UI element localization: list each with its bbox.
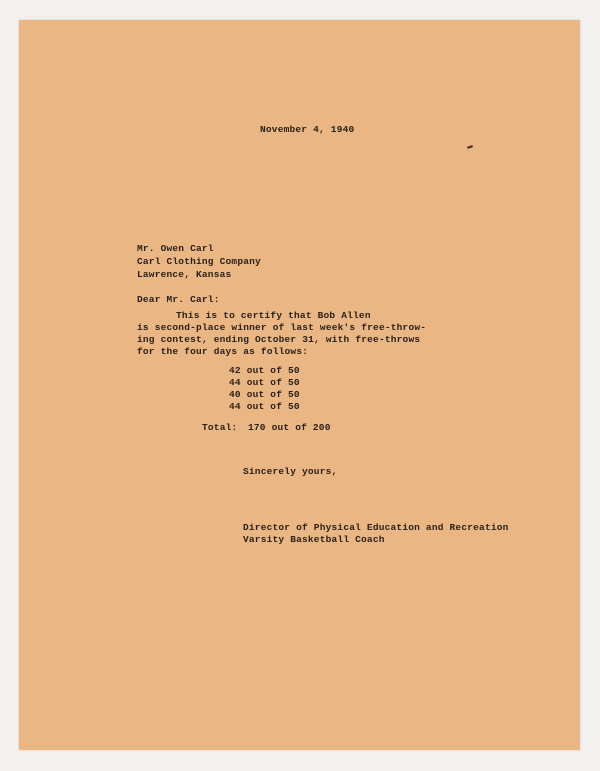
body-line: is second-place winner of last week's free-throw- xyxy=(137,322,427,333)
body-line: for the four days as follows: xyxy=(137,346,309,357)
salutation: Dear Mr. Carl: xyxy=(137,294,220,305)
total-label: Total: xyxy=(202,422,238,433)
body-line: ing contest, ending October 31, with free-throws xyxy=(137,334,421,345)
score-line: 44 out of 50 xyxy=(229,401,300,412)
recipient-company: Carl Clothing Company xyxy=(137,256,261,267)
body-line: This is to certify that Bob Allen xyxy=(176,310,371,321)
recipient-name: Mr. Owen Carl xyxy=(137,243,214,254)
signature-title: Varsity Basketball Coach xyxy=(243,534,385,545)
score-line: 40 out of 50 xyxy=(229,389,300,400)
score-line: 44 out of 50 xyxy=(229,377,300,388)
closing: Sincerely yours, xyxy=(243,466,338,477)
signature-title: Director of Physical Education and Recreation xyxy=(243,522,509,533)
letter-date: November 4, 1940 xyxy=(260,124,355,135)
recipient-location: Lawrence, Kansas xyxy=(137,269,232,280)
score-line: 42 out of 50 xyxy=(229,365,300,376)
total-value: 170 out of 200 xyxy=(248,422,331,433)
